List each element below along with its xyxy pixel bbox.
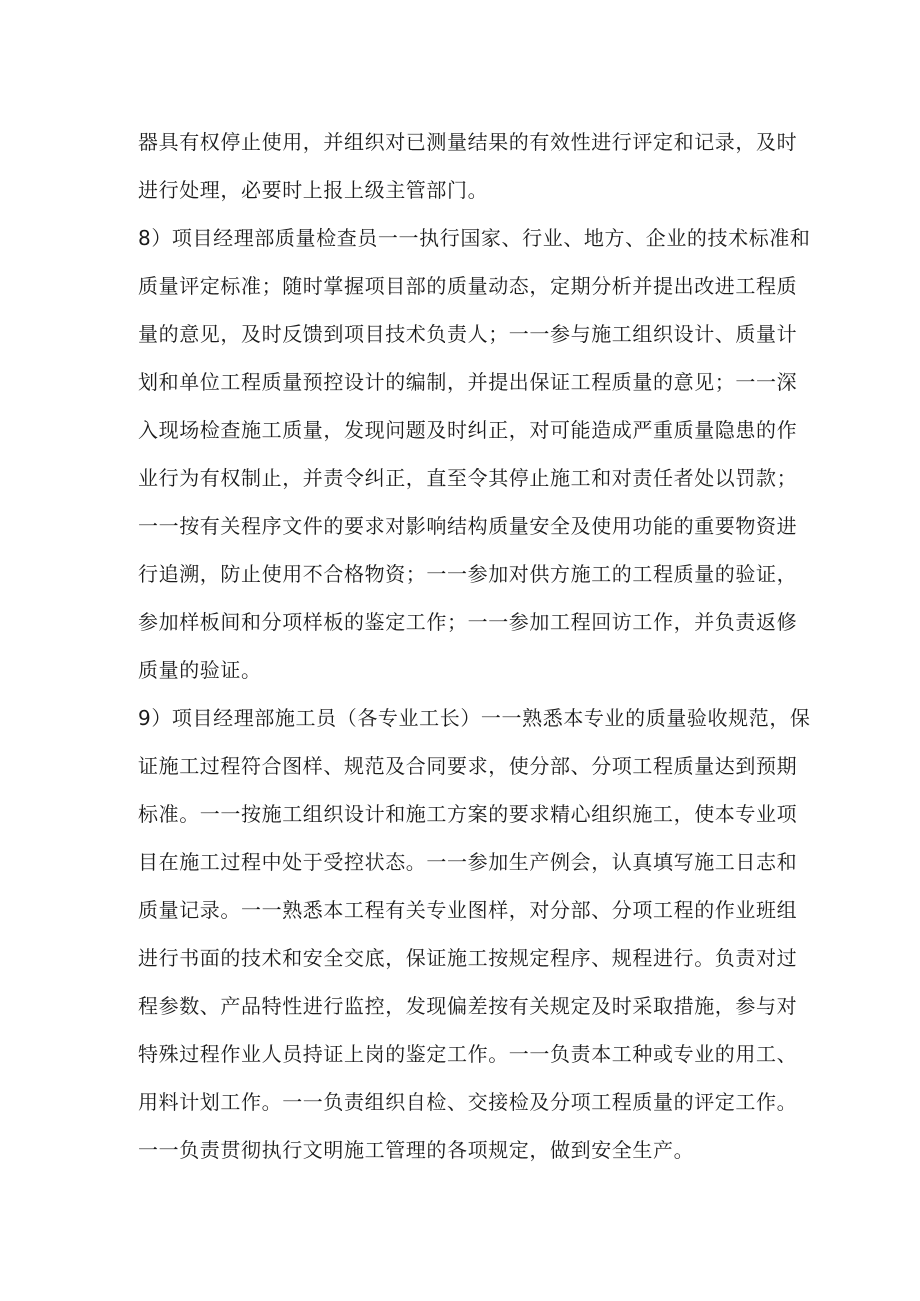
text-line: 程参数、产品特性进行监控，发现偏差按有关规定及时采取措施，参与对 [138,994,798,1018]
text-line: 用料计划工作。一一负责组织自检、交接检及分项工程质量的评定工作。 [138,1090,798,1114]
text-line: 行追溯，防止使用不合格物资；一一参加对供方施工的工程质量的验证， [138,562,798,586]
text-line: 标准。一一按施工组织设计和施工方案的要求精心组织施工，使本专业项 [138,802,798,826]
text-line: 参加样板间和分项样板的鉴定工作；一一参加工程回访工作，并负责返修 [138,610,798,634]
text-line: 证施工过程符合图样、规范及合同要求，使分部、分项工程质量达到预期 [138,754,798,778]
text-line: 质量评定标准；随时掌握项目部的质量动态，定期分析并提出改进工程质 [138,274,798,298]
text-line: 一一负责贯彻执行文明施工管理的各项规定，做到安全生产。 [138,1138,695,1162]
text-line: 8）项目经理部质量检查员一一执行国家、行业、地方、企业的技术标准和 [138,226,811,250]
text-line: 业行为有权制止，并责令纠正，直至令其停止施工和对责任者处以罚款； [138,466,798,490]
text-line: 入现场检查施工质量，发现问题及时纠正，对可能造成严重质量隐患的作 [138,418,798,442]
text-line: 器具有权停止使用，并组织对已测量结果的有效性进行评定和记录，及时 [138,130,798,154]
text-line: 进行处理，必要时上报上级主管部门。 [138,178,489,202]
text-line: 量的意见，及时反馈到项目技术负责人；一一参与施工组织设计、质量计 [138,322,798,346]
text-line: 特殊过程作业人员持证上岗的鉴定工作。一一负责本工种或专业的用工、 [138,1042,798,1066]
text-line: 划和单位工程质量预控设计的编制，并提出保证工程质量的意见；一一深 [138,370,798,394]
text-line: 目在施工过程中处于受控状态。一一参加生产例会，认真填写施工日志和 [138,850,798,874]
text-line: 质量记录。一一熟悉本工程有关专业图样，对分部、分项工程的作业班组 [138,898,798,922]
text-line: 质量的验证。 [138,658,262,682]
text-line: 进行书面的技术和安全交底，保证施工按规定程序、规程进行。负责对过 [138,946,798,970]
text-line: 9）项目经理部施工员（各专业工长）一一熟悉本专业的质量验收规范，保 [138,706,811,730]
text-line: 一一按有关程序文件的要求对影响结构质量安全及使用功能的重要物资进 [138,514,798,538]
